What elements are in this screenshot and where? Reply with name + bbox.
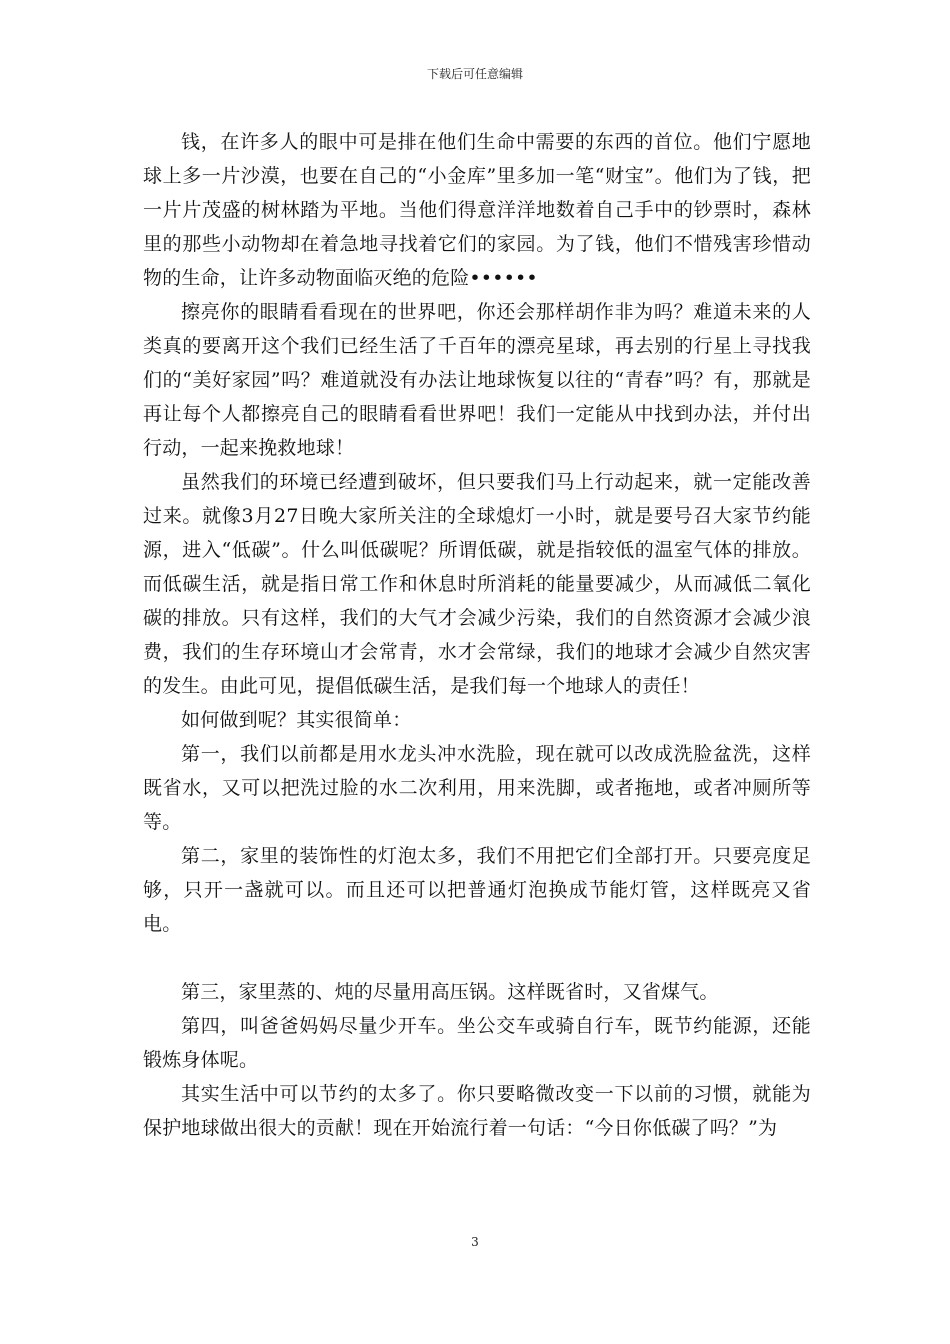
paragraph-low-carbon: 虽然我们的环境已经遭到破坏，但只要我们马上行动起来，就一定能改善过来。就像3月27日晚大家所关注的全球熄灯一小时，就是要号召大家节约能源，进入“低碳”。什么叫低碳呢？所谓低碳，就是指较低的温室气体的排放。而低碳生活，就是指日常工作和休息时所消耗的能量要减少，从而减低二氧化碳的排放。只有这样，我们的大气才会减少污染，我们的自然资源才会减少浪费，我们的生存环境山才会常青，水才会常绿，我们的地球才会减少自然灾害的发生。由此可见，提倡低碳生活，是我们每一个地球人的责任！ bbox=[143, 471, 811, 697]
page-number: 3 bbox=[471, 1235, 479, 1249]
paragraph-conclusion: 其实生活中可以节约的太多了。你只要略微改变一下以前的习惯，就能为保护地球做出很大的贡献！现在开始流行着一句话：“今日你低碳了吗？”为 bbox=[143, 1083, 811, 1139]
paragraph-open-your-eyes: 擦亮你的眼睛看看现在的世界吧，你还会那样胡作非为吗？难道未来的人类真的要离开这个我们已经生活了千百年的漂亮星球，再去别的行星上寻找我们的“美好家园”吗？难道就没有办法让地球恢复以往的“青春”吗？有，那就是再让每个人都擦亮自己的眼睛看看世界吧！我们一定能从中找到办法，并付出行动，一起来挽救地球！ bbox=[143, 301, 811, 459]
paragraph-second: 第二，家里的装饰性的灯泡太多，我们不用把它们全部打开。只要亮度足够，只开一盏就可以。而且还可以把普通灯泡换成节能灯管，这样既亮又省电。 bbox=[143, 845, 811, 935]
paragraph-third: 第三，家里蒸的、炖的尽量用高压锅。这样既省时，又省煤气。 bbox=[181, 981, 719, 1003]
paragraph-money: 钱，在许多人的眼中可是排在他们生命中需要的东西的首位。他们宁愿地球上多一片沙漠，也要在自己的“小金库”里多加一笔“财宝”。他们为了钱，把一片片茂盛的树林踏为平地。当他们得意洋洋地数着自己手中的钞票时，森林里的那些小动物却在着急地寻找着它们的家园。为了钱，他们不惜残害珍惜动物的生命，让许多动物面临灭绝的危险•••••• bbox=[143, 131, 811, 289]
document-body bbox=[143, 125, 811, 1145]
paragraph-first: 第一，我们以前都是用水龙头冲水洗脸，现在就可以改成洗脸盆洗，这样既省水，又可以把洗过脸的水二次利用，用来洗脚，或者拖地，或者冲厕所等等。 bbox=[143, 743, 811, 833]
page-header: 下载后可任意编辑 bbox=[426, 67, 523, 81]
paragraph-fourth: 第四，叫爸爸妈妈尽量少开车。坐公交车或骑自行车，既节约能源，还能锻炼身体呢。 bbox=[143, 1015, 811, 1071]
paragraph-how-to: 如何做到呢？其实很简单： bbox=[181, 709, 412, 731]
